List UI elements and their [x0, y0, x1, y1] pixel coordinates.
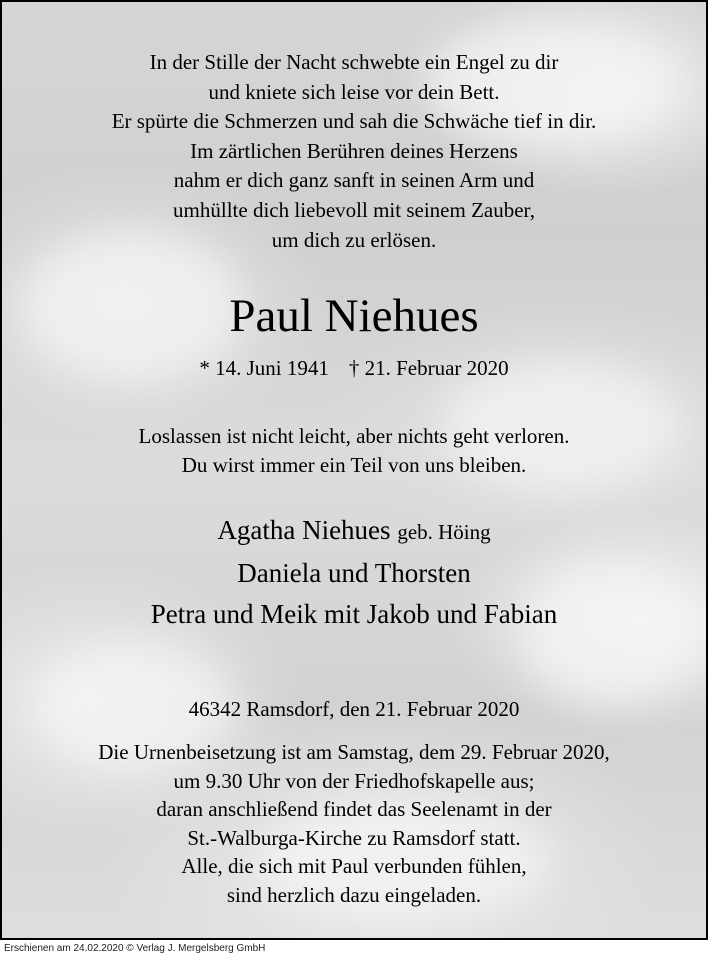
birth-date: * 14. Juni 1941 [199, 356, 329, 380]
quote-line: Loslassen ist nicht leicht, aber nichts geht verloren. [138, 424, 570, 448]
service-line: Alle, die sich mit Paul verbunden fühlen, [181, 854, 527, 879]
poem-line: und kniete sich leise vor dein Bett. [208, 79, 500, 104]
mourner-name: Agatha Niehues [217, 515, 391, 545]
poem-line: nahm er dich ganz sanft in seinen Arm und [173, 168, 535, 193]
funeral-service-info [2, 738, 706, 910]
service-line: St.-Walburga-Kirche zu Ramsdorf statt. [187, 825, 521, 850]
mourner-line: Daniela und Thorsten [237, 558, 471, 588]
death-date: † 21. Februar 2020 [348, 356, 509, 380]
service-line: daran anschließend findet das Seelenamt in der [156, 797, 552, 822]
mourners-list [2, 510, 706, 635]
deceased-name: Paul Niehues [229, 290, 479, 342]
poem-line: Er spürte die Schmerzen und sah die Schwäche tief in dir. [111, 109, 597, 134]
poem-line: um dich zu erlösen. [271, 227, 437, 252]
service-line: um 9.30 Uhr von der Friedhofskapelle aus; [173, 768, 535, 793]
place-and-date: 46342 Ramsdorf, den 21. Februar 2020 [188, 697, 520, 721]
mourner-line [2, 510, 706, 553]
poem-line: In der Stille der Nacht schwebte ein Engel zu dir [149, 50, 559, 74]
poem-line: umhüllte dich liebevoll mit seinem Zauber, [173, 197, 535, 222]
maiden-name: geb. Höing [397, 520, 491, 544]
publication-footer: Erschienen am 24.02.2020 © Verlag J. Mergelsberg GmbH [4, 943, 266, 954]
poem [2, 48, 706, 255]
poem-line: Im zärtlichen Berühren deines Herzens [190, 138, 518, 163]
quote-line: Du wirst immer ein Teil von uns bleiben. [181, 452, 527, 477]
service-line: Die Urnenbeisetzung ist am Samstag, dem 29. Februar 2020, [98, 740, 610, 764]
service-line: sind herzlich dazu eingeladen. [226, 882, 482, 907]
life-dates [2, 354, 706, 382]
mourner-line: Petra und Meik mit Jakob und Fabian [150, 599, 558, 629]
farewell-quote [2, 422, 706, 479]
